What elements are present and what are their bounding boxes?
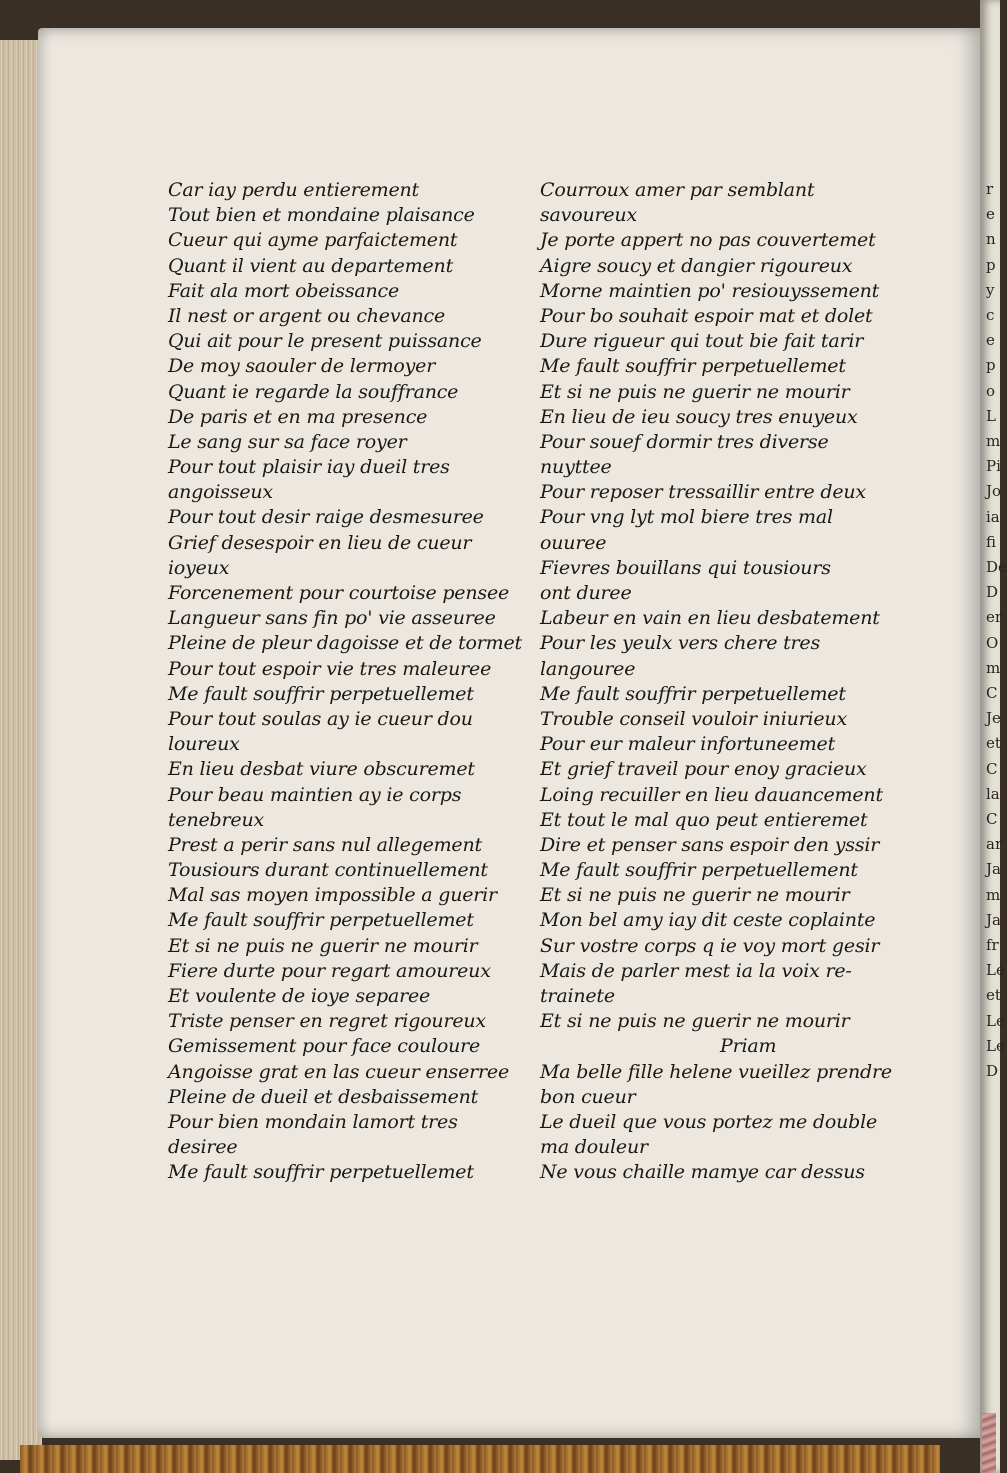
- verse-line: Me fault souffrir perpetuellemet: [168, 909, 474, 932]
- facing-page-fragment: Pi: [986, 457, 1001, 476]
- facing-page-fragment: er: [986, 608, 1003, 627]
- verse-line: Pour bien mondain lamort tres: [168, 1110, 458, 1133]
- verse-line: Pleine de pleur dagoisse et de tormet: [168, 632, 522, 655]
- verse-line: Fiere durte pour regart amoureux: [168, 959, 491, 982]
- verse-line: Car iay perdu entierement: [168, 179, 419, 201]
- verse-line: Pour souef dormir tres diverse: [540, 430, 829, 453]
- right-text-column: [540, 178, 940, 1186]
- verse-line: Cueur qui ayme parfaictement: [168, 229, 458, 252]
- verse-line: Me fault souffrir perpetuellemet: [540, 682, 846, 705]
- verse-line: ont duree: [540, 582, 632, 604]
- facing-page-fragment: Le: [986, 1036, 1005, 1055]
- verse-line: ma douleur: [540, 1136, 648, 1159]
- verse-line: Pour tout desir raige desmesuree: [168, 506, 484, 529]
- facing-page-fragment: Le: [986, 1011, 1005, 1030]
- facing-page-fragment: n: [986, 230, 996, 249]
- verse-line: Ne vous chaille mamye car dessus: [540, 1161, 865, 1184]
- facing-page-fragment: fr: [986, 936, 999, 954]
- facing-page-fragment: et: [986, 986, 1001, 1005]
- verse-line: Fait ala mort obeissance: [168, 279, 400, 302]
- facing-page-fragment: p: [986, 255, 996, 274]
- verse-line: Labeur en vain en lieu desbatement: [540, 607, 880, 630]
- verse-line: Grief desespoir en lieu de cueur: [168, 531, 472, 554]
- verse-line: Me fault souffrir perpetuellemet: [168, 682, 474, 705]
- verse-line: Prest a perir sans nul allegement: [168, 833, 482, 856]
- speaker-heading: Priam: [720, 1035, 777, 1058]
- verse-line: Fievres bouillans qui tousiours: [540, 556, 831, 579]
- facing-page-fragment: Je: [986, 709, 1001, 728]
- verse-line: savoureux: [540, 204, 637, 227]
- facing-page-fragment: O: [986, 633, 999, 652]
- verse-line: Pleine de dueil et desbaissement: [168, 1085, 479, 1108]
- verse-line: Langueur sans fin po' vie asseuree: [168, 607, 496, 630]
- verse-line: Quant il vient au departement: [168, 254, 454, 277]
- verse-line: nuyttee: [540, 456, 612, 479]
- verse-line: Me fault souffrir perpetuellement: [540, 859, 858, 882]
- gilt-edge: [20, 1445, 940, 1473]
- verse-line: Et grief traveil pour enoy gracieux: [540, 758, 867, 781]
- verse-line: Pour tout espoir vie tres maleuree: [168, 657, 492, 680]
- facing-page-fragment: D: [986, 1062, 999, 1080]
- facing-page-fragment: e: [986, 331, 995, 350]
- verse-line: Dire et penser sans espoir den yssir: [540, 833, 880, 856]
- verse-line: Pour reposer tressaillir entre deux: [540, 481, 866, 504]
- verse-line: Le sang sur sa face royer: [168, 430, 407, 453]
- facing-page-fragment: Le: [986, 961, 1005, 980]
- facing-page-fragment: la: [986, 784, 1000, 803]
- verse-line: Pour beau maintien ay ie corps: [168, 783, 462, 806]
- facing-page-fragment: c: [986, 306, 995, 324]
- verse-line: Angoisse grat en las cueur enserree: [168, 1060, 509, 1083]
- verse-line: Loing recuiller en lieu dauancement: [540, 783, 883, 806]
- facing-page-fragment: L: [986, 406, 996, 425]
- verse-line: bon cueur: [540, 1085, 636, 1108]
- verse-line: Et si ne puis ne guerir ne mourir: [540, 884, 850, 907]
- verse-line: De moy saouler de lermoyer: [168, 355, 436, 378]
- facing-page-fragment: p: [986, 356, 996, 375]
- verse-line: Et si ne puis ne guerir ne mourir: [540, 1010, 850, 1033]
- facing-page-fragment: C: [986, 759, 998, 778]
- facing-page-fragment: m: [986, 432, 1001, 450]
- verse-line: En lieu de ieu soucy tres enuyeux: [540, 405, 858, 428]
- verse-line: Qui ait pour le present puissance: [168, 330, 482, 353]
- verse-line: En lieu desbat viure obscuremet: [168, 758, 475, 781]
- verse-line: Et si ne puis ne guerir ne mourir: [168, 934, 478, 957]
- verse-line: ouuree: [540, 531, 607, 554]
- verse-line: Le dueil que vous portez me double: [540, 1110, 878, 1133]
- verse-line: Ma belle fille helene vueillez prendre: [540, 1060, 892, 1083]
- verse-line: Pour tout soulas ay ie cueur dou: [168, 707, 473, 730]
- facing-page-fragment: y: [986, 280, 995, 299]
- verse-line: Et si ne puis ne guerir ne mourir: [540, 380, 850, 403]
- verse-line: Dure rigueur qui tout bie fait tarir: [540, 330, 864, 353]
- facing-page-fragment: ia: [986, 507, 1000, 526]
- verse-line: Tousiours durant continuellement: [168, 859, 488, 882]
- facing-page-fragment: D: [986, 583, 999, 602]
- verse-line: Mais de parler mest ia la voix re-: [540, 959, 852, 982]
- verse-line: Aigre soucy et dangier rigoureux: [540, 254, 853, 277]
- verse-line: langouree: [540, 657, 636, 680]
- facing-page-fragment: ar: [986, 835, 1003, 854]
- verse-line: Morne maintien po' resiouyssement: [540, 279, 880, 302]
- verse-line: Gemissement pour face couloure: [168, 1035, 481, 1058]
- verse-line: Pour tout plaisir iay dueil tres: [168, 456, 450, 479]
- verse-line: Je porte appert no pas couvertemet: [540, 229, 876, 252]
- facing-page-fragment: r: [986, 180, 994, 198]
- verse-line: Il nest or argent ou chevance: [168, 304, 446, 327]
- verse-line: Me fault souffrir perpetuellemet: [168, 1161, 474, 1184]
- facing-page-fragment: m: [986, 885, 1001, 904]
- facing-page-fragment: Ja: [986, 860, 1001, 879]
- verse-line: Et voulente de ioye separee: [168, 985, 431, 1007]
- facing-page-fragment: o: [986, 381, 996, 400]
- facing-page-fragment: C: [986, 810, 998, 828]
- verse-line: Tout bien et mondaine plaisance: [168, 204, 475, 227]
- verse-line: Pour eur maleur infortuneemet: [540, 733, 835, 756]
- verse-line: ioyeux: [168, 556, 230, 579]
- verse-line: Mon bel amy iay dit ceste coplainte: [540, 909, 876, 932]
- facing-page-edge: [980, 0, 1007, 1473]
- facing-page-fragment: m: [986, 658, 1001, 677]
- verse-line: Mal sas moyen impossible a guerir: [168, 884, 497, 907]
- verse-line: loureux: [168, 733, 240, 756]
- verse-line: De paris et en ma presence: [168, 405, 428, 428]
- verse-line: trainete: [540, 985, 615, 1007]
- verse-line: desiree: [168, 1136, 238, 1159]
- facing-page-fragment: fi: [986, 532, 997, 551]
- verse-line: Me fault souffrir perpetuellemet: [540, 355, 846, 378]
- verse-line: Et tout le mal quo peut entieremet: [540, 808, 868, 831]
- verse-line: Forcenement pour courtoise pensee: [168, 582, 510, 604]
- bookmark-ribbon: [982, 1413, 996, 1473]
- verse-line: Pour les yeulx vers chere tres: [540, 632, 821, 655]
- facing-page-fragment: Ja: [986, 910, 1001, 929]
- verse-line: Quant ie regarde la souffrance: [168, 380, 459, 403]
- verse-line: Sur vostre corps q ie voy mort gesir: [540, 934, 880, 957]
- verse-line: Pour bo souhait espoir mat et dolet: [540, 304, 873, 327]
- verse-line: Triste penser en regret rigoureux: [168, 1010, 486, 1033]
- facing-page-fragment: e: [986, 205, 995, 224]
- facing-page-fragment: Jo: [986, 482, 1002, 501]
- verse-line: Courroux amer par semblant: [540, 179, 815, 201]
- facing-page-fragment: C: [986, 684, 998, 702]
- facing-page-fragment: De: [986, 558, 1007, 576]
- verse-line: Pour vng lyt mol biere tres mal: [540, 506, 833, 529]
- facing-page-fragment: et: [986, 734, 1001, 753]
- verse-line: Trouble conseil vouloir iniurieux: [540, 707, 847, 730]
- verse-line: angoisseux: [168, 481, 273, 504]
- left-text-column: [168, 178, 553, 1186]
- book-page-edges: [0, 40, 42, 1460]
- verse-line: tenebreux: [168, 808, 265, 831]
